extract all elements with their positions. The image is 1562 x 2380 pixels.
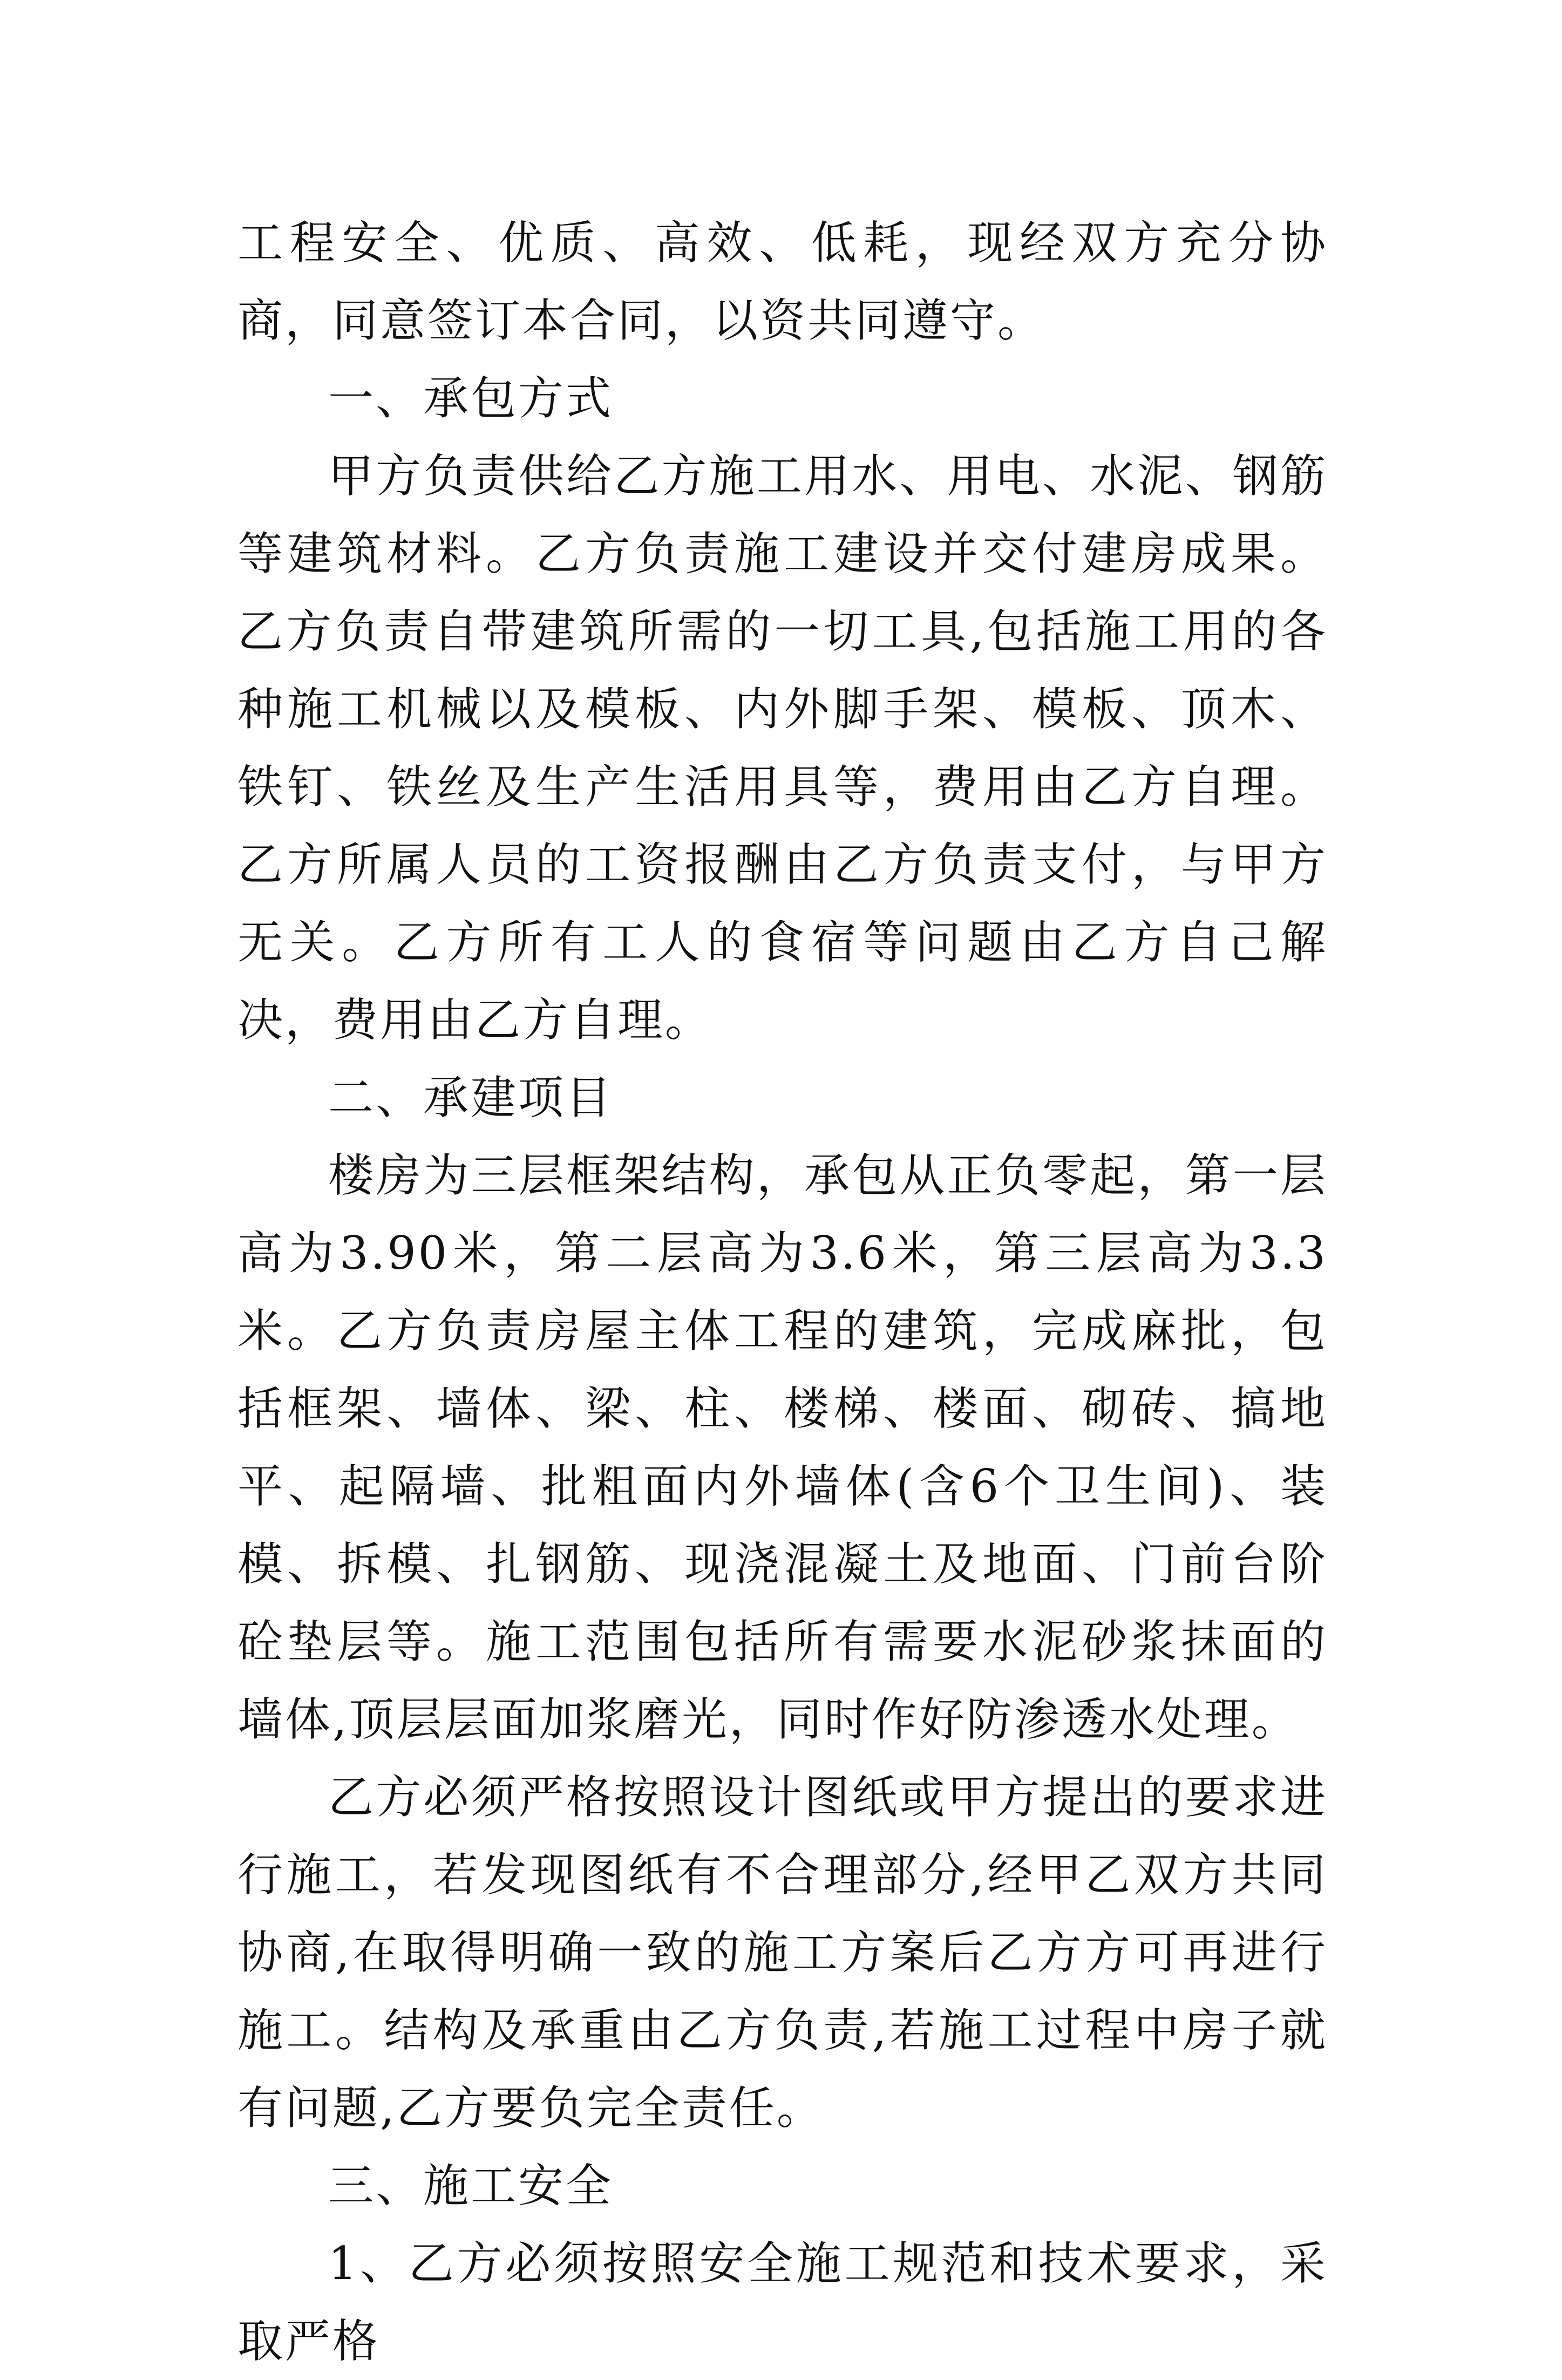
section-heading-construction-items: 二、承建项目 bbox=[328, 1071, 614, 1124]
paragraph-safety-item-1: 1、乙方必须按照安全施工规范和技术要求，采取严格 bbox=[237, 2237, 1328, 2368]
paragraph-building-structure: 楼房为三层框架结构，承包从正负零起，第一层高为3.90米，第二层高为3.6米，第三层高为3.3米。乙方负责房屋主体工程的建筑，完成麻批，包括框架、墙体、梁、柱、楼梯、楼面、砌砖、搞地平、起隔墙、批粗面内外墙体(含6个卫生间)、装模、拆模、扎钢筋、现浇混凝土及地面、门前台阶砼垫层等。施工范围包括所有需要水泥砂浆抹面的墙体,顶层层面加浆磨光，同时作好防渗透水处理。 bbox=[237, 1149, 1328, 1746]
paragraph-intro-continuation: 工程安全、优质、高效、低耗，现经双方充分协商，同意签订本合同，以资共同遵守。 bbox=[237, 216, 1328, 347]
section-heading-contract-method: 一、承包方式 bbox=[328, 372, 614, 425]
paragraph-contract-method: 甲方负责供给乙方施工用水、用电、水泥、钢筋等建筑材料。乙方负责施工建设并交付建房成果。乙方负责自带建筑所需的一切工具,包括施工用的各种施工机械以及模板、内外脚手架、模板、顶木、铁钉、铁丝及生产生活用具等，费用由乙方自理。乙方所属人员的工资报酬由乙方负责支付，与甲方无关。乙方所有工人的食宿等问题由乙方自己解决，费用由乙方自理。 bbox=[237, 450, 1328, 1046]
section-heading-construction-safety: 三、施工安全 bbox=[328, 2159, 614, 2212]
document-body bbox=[237, 204, 1328, 2380]
paragraph-design-compliance: 乙方必须严格按照设计图纸或甲方提出的要求进行施工，若发现图纸有不合理部分,经甲乙双方共同协商,在取得明确一致的施工方案后乙方方可再进行施工。结构及承重由乙方负责,若施工过程中房子就有问题,乙方要负完全责任。 bbox=[237, 1771, 1328, 2134]
